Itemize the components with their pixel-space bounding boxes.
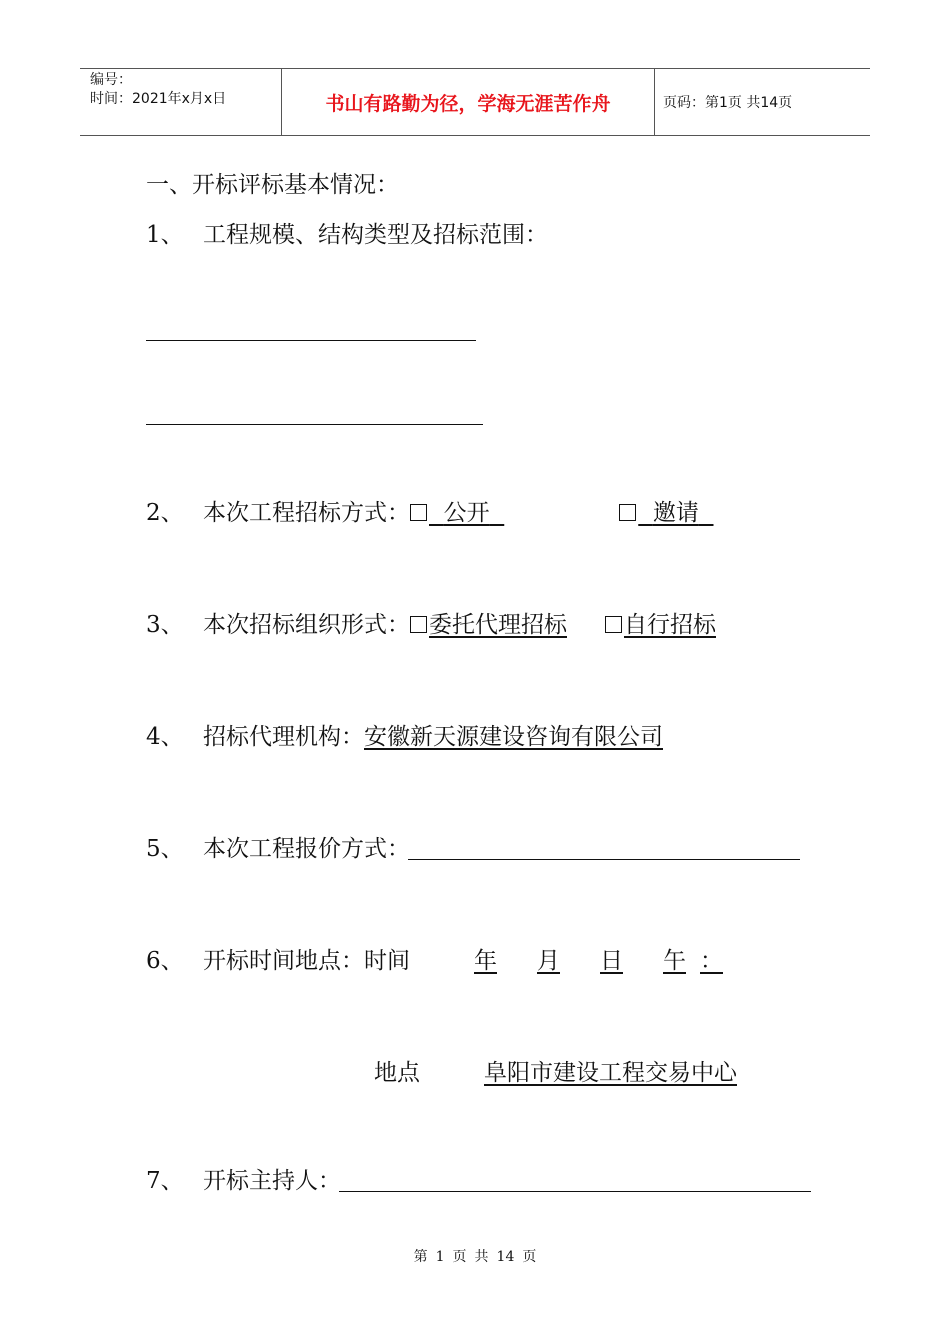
day-label: 日	[600, 948, 623, 974]
time-colon: ：	[700, 948, 723, 974]
place-value: 阜阳市建设工程交易中心	[484, 1060, 737, 1086]
item-1-label: 工程规模、结构类型及招标范围：	[203, 222, 548, 248]
item-7-number: 7、	[146, 1168, 184, 1194]
item-2-number: 2、	[146, 500, 184, 526]
document-date: 时间：2021年x月x日	[90, 91, 227, 107]
option-agency[interactable]	[410, 612, 567, 638]
checkbox-public[interactable]	[410, 504, 427, 521]
item-5	[146, 834, 800, 864]
option-public-label: 公开	[443, 500, 490, 526]
item-1-blank-line-1[interactable]	[146, 340, 476, 341]
month-label: 月	[537, 948, 560, 974]
item-1-number: 1、	[146, 222, 184, 248]
item-1-blank-line-2[interactable]	[146, 424, 483, 425]
item-6-label: 开标时间地点：时间	[203, 948, 410, 974]
item-4-label: 招标代理机构：	[203, 724, 364, 750]
item-6-number: 6、	[146, 948, 184, 974]
agency-name: 安徽新天源建设咨询有限公司	[364, 724, 663, 750]
page-footer	[0, 1246, 950, 1266]
option-self[interactable]	[605, 612, 716, 638]
checkbox-self[interactable]	[605, 616, 622, 633]
quote-method-blank[interactable]	[408, 835, 800, 860]
option-agency-label: 委托代理招标	[429, 612, 567, 638]
header-page-info: 页码：第1页 共14页	[663, 95, 793, 111]
item-6	[146, 946, 751, 976]
footer-ye: 页	[452, 1249, 467, 1265]
header-motto: 书山有路勤为径，学海无涯苦作舟	[282, 69, 655, 135]
item-6-place	[374, 1058, 737, 1088]
page-header	[80, 68, 870, 136]
footer-page-number: 1	[435, 1249, 445, 1265]
option-public[interactable]	[410, 500, 504, 526]
footer-gong: 共	[474, 1249, 489, 1265]
option-invite[interactable]	[619, 500, 713, 526]
option-self-label: 自行招标	[624, 612, 716, 638]
noon-label: 午	[663, 948, 686, 974]
footer-ye-2: 页	[522, 1249, 537, 1265]
header-left-cell	[80, 69, 282, 135]
host-blank[interactable]	[339, 1167, 811, 1192]
item-3-number: 3、	[146, 612, 184, 638]
footer-total-pages: 14	[496, 1249, 515, 1265]
item-3	[146, 610, 716, 640]
place-label: 地点	[374, 1060, 420, 1086]
item-2	[146, 498, 714, 528]
item-2-label: 本次工程招标方式：	[203, 500, 410, 526]
item-4	[146, 722, 663, 752]
place-field[interactable]	[420, 1060, 737, 1086]
item-5-number: 5、	[146, 836, 184, 862]
item-5-label: 本次工程报价方式：	[203, 836, 410, 862]
item-3-label: 本次招标组织形式：	[203, 612, 410, 638]
checkbox-invite[interactable]	[619, 504, 636, 521]
item-1	[146, 220, 548, 250]
section-title: 一、开标评标基本情况：	[146, 172, 399, 198]
year-label: 年	[474, 948, 497, 974]
item-7-label: 开标主持人：	[203, 1168, 341, 1194]
item-4-number: 4、	[146, 724, 184, 750]
item-7	[146, 1166, 811, 1196]
footer-di: 第	[413, 1249, 428, 1265]
checkbox-agency[interactable]	[410, 616, 427, 633]
option-invite-label: 邀请	[652, 500, 699, 526]
document-number-label: 编号：	[90, 72, 132, 88]
opening-time-field[interactable]	[410, 948, 751, 974]
